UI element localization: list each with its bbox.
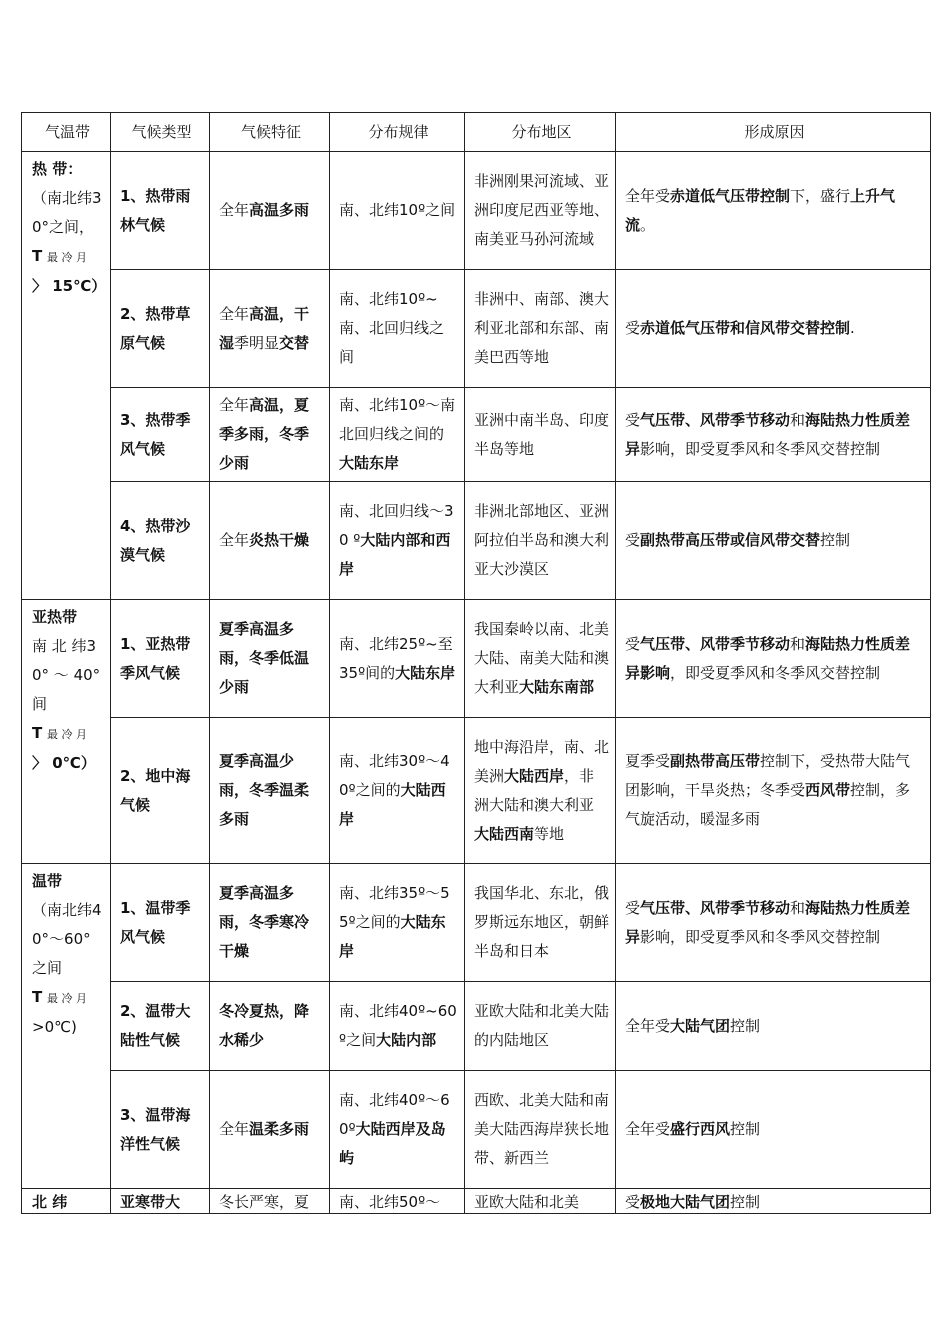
formation-cause [616,718,931,864]
bold-text: 夏季高温多雨，冬季低温少雨 [219,620,310,696]
formation-cause [616,600,931,718]
zone-temp-condition: 〉 0℃） [32,754,96,772]
bold-text: 上升气流 [625,186,896,234]
text-span: 受 [625,410,641,429]
distribution-rule [330,600,465,718]
header-cell: 气候类型 [111,113,210,152]
table-row [22,718,931,864]
climate-feature [210,270,330,388]
bold-text: 大陆内部 [376,1031,437,1049]
bold-text: 大陆东岸 [339,454,400,472]
table-row [22,482,931,600]
formation-cause [616,482,931,600]
distribution-rule [330,1189,465,1214]
bold-text: 大陆东岸 [395,663,456,682]
bold-text: 气压带、风带季节移动 [640,410,791,429]
text-span: 亚欧大陆和北美 [474,1193,580,1211]
distribution-rule [330,270,465,388]
climate-feature [210,482,330,600]
text-span: 全年 [219,1120,250,1138]
bold-text: 夏季高温多雨，冬季寒冷干燥 [219,884,310,960]
climate-feature [210,388,330,482]
formation-cause [616,388,931,482]
distribution-area [465,982,616,1071]
climate-table [21,112,931,1214]
text-span: 南、北纬10º～南北回归线之间的 [339,396,456,443]
bold-text: 大陆西岸及岛屿 [339,1120,446,1167]
zone-temp-condition: >0℃) [32,1018,77,1036]
distribution-rule [330,982,465,1071]
header-cell: 分布规律 [330,113,465,152]
table-row [22,600,931,718]
bold-text: 大陆西南 [474,824,535,843]
text-span: 受 [625,1193,641,1211]
climate-type: 4、热带沙漠气候 [111,482,210,600]
bold-text: 高温，干湿 [219,304,310,352]
header-row [22,113,931,152]
text-span: 控制，多气旋活动，暖湿多雨 [625,781,911,828]
bold-text: 极地大陆气团 [640,1193,731,1211]
bold-text: 高温，夏季多雨，冬季少雨 [219,396,310,472]
text-span: 季明显 [234,333,280,352]
zone-name: 亚热带 [32,608,78,626]
text-span: 全年受 [625,186,671,205]
text-span: 受 [625,531,641,549]
bold-text: 海陆热力性质差异 [625,898,911,946]
bold-text: 大陆东岸 [339,913,446,960]
distribution-area [465,152,616,270]
zone-range: （南北纬40°～60°之间 [32,901,102,977]
distribution-area [465,1189,616,1214]
zone-temp-sub: 最 冷 月 [47,992,88,1005]
zone-name: 北 纬 [32,1193,68,1211]
table-row [22,1189,931,1214]
text-span: 控制 [730,1120,761,1138]
bold-text: 大陆内部和西岸 [339,531,451,578]
text-span: 受 [625,898,641,917]
bold-text: 海陆热力性质差异 [625,410,911,458]
text-span: 南、北纬25º~至35º间的 [339,634,453,682]
formation-cause [616,1071,931,1189]
climate-type: 亚寒带大 [111,1189,210,1214]
bold-text: 夏季高温少雨，冬季温柔多雨 [219,752,310,828]
bold-text: 大陆气团 [670,1016,731,1035]
header-cell: 分布地区 [465,113,616,152]
text-span: 夏季受 [625,752,671,770]
bold-text: 大陆西岸 [504,766,565,785]
text-span: 全年 [219,201,250,219]
distribution-rule [330,1071,465,1189]
text-span: ，非洲大陆和澳大利亚 [474,766,595,814]
climate-feature [210,600,330,718]
bold-text: 大陆西岸 [339,781,446,828]
climate-feature [210,718,330,864]
text-span: 我国华北、东北，俄罗斯远东地区，朝鲜半岛和日本 [474,884,610,960]
zone-temp-sub: 最 冷 月 [47,728,88,741]
zone-temp-symbol: T [32,724,43,742]
climate-feature [210,982,330,1071]
text-span: 全年 [219,304,250,323]
bold-text: 海陆热力性质差异影响 [625,634,911,682]
zone-cell-north [22,1189,111,1214]
text-span: 控制 [820,531,851,549]
text-span: 非洲中、南部、澳大利亚北部和东部、南美巴西等地 [474,290,610,366]
text-span: 南、北纬10º之间 [339,201,456,219]
zone-temp-symbol: T [32,247,43,265]
header-cell: 形成原因 [616,113,931,152]
climate-type: 3、热带季风气候 [111,388,210,482]
climate-feature [210,152,330,270]
climate-type: 2、温带大陆性气候 [111,982,210,1071]
climate-type: 1、热带雨林气候 [111,152,210,270]
bold-text: 气压带、风带季节移动 [640,634,791,653]
bold-text: 温柔多雨 [249,1120,310,1138]
bold-text: 西风带 [805,781,851,799]
text-span: 南、北纬10º~南、北回归线之间 [339,290,445,366]
distribution-rule [330,152,465,270]
text-span: 全年 [219,396,250,414]
distribution-area [465,270,616,388]
climate-type: 2、热带草原气候 [111,270,210,388]
text-span: 南、北纬35º～55º之间的 [339,884,450,931]
formation-cause [616,864,931,982]
text-span: 西欧、北美大陆和南美大陆西海岸狭长地带、新西兰 [474,1091,610,1167]
climate-feature [210,864,330,982]
table-row [22,1071,931,1189]
text-span: 南、北纬40º～60º [339,1091,450,1138]
formation-cause [616,270,931,388]
text-span: 影响，即受夏季风和冬季风交替控制 [640,927,881,946]
table-row [22,864,931,982]
text-span: 和 [790,410,806,429]
formation-cause [616,152,931,270]
climate-feature [210,1071,330,1189]
header-cell: 气候特征 [210,113,330,152]
table-row [22,388,931,482]
text-span: 亚洲中南半岛、印度半岛等地 [474,410,610,458]
distribution-area [465,1071,616,1189]
text-span: 南、北纬40º~60º之间 [339,1002,457,1049]
zone-name: 温带 [32,872,63,890]
zone-cell-tropical [22,152,111,600]
text-span: 非洲刚果河流域、亚洲印度尼西亚等地、南美亚马孙河流域 [474,172,610,248]
formation-cause [616,1189,931,1214]
bold-text: 副热带高压带 [670,752,761,770]
distribution-area [465,600,616,718]
climate-type: 3、温带海洋性气候 [111,1071,210,1189]
bold-text: 炎热干燥 [249,531,310,549]
climate-type: 2、地中海气候 [111,718,210,864]
text-span: 下，盛行 [790,186,851,205]
text-span: ，即受夏季风和冬季风交替控制 [670,663,881,682]
bold-text: 赤道低气压带控制 [670,186,791,205]
text-span: 控制 [730,1016,761,1035]
text-span: 我国秦岭以南、北美大陆、南美大陆和澳大利亚 [474,620,610,696]
formation-cause [616,982,931,1071]
text-span: 控制 [730,1193,761,1211]
text-span: 等地 [534,824,565,843]
distribution-rule [330,718,465,864]
zone-range: （南北纬30°之间， [32,189,102,236]
text-span: 地中海沿岸，南、北美洲 [474,737,610,785]
text-span: 。 [640,215,656,234]
zone-range: 南 北 纬30° ～ 40°间 [32,637,101,713]
zone-temp-sub: 最 冷 月 [47,251,88,264]
distribution-area [465,482,616,600]
climate-type: 1、温带季风气候 [111,864,210,982]
distribution-rule [330,482,465,600]
climate-type: 1、亚热带季风气候 [111,600,210,718]
zone-name: 热 带： [32,160,83,178]
text-span: 和 [790,898,806,917]
zone-temp-symbol: T [32,988,43,1006]
table-row [22,152,931,270]
text-span: 受 [625,634,641,653]
bold-text: 盛行西风 [670,1120,731,1138]
zone-cell-temperate [22,864,111,1189]
text-span: 南、北纬30º～40º之间的 [339,752,450,799]
text-span: 控制下，受热带大陆气团影响，干旱炎热；冬季受 [625,752,911,799]
text-span: 南、北纬50º～ [339,1193,441,1211]
text-span: 影响，即受夏季风和冬季风交替控制 [640,439,881,458]
text-span: 非洲北部地区、亚洲阿拉伯半岛和澳大利亚大沙漠区 [474,502,610,578]
text-span: 全年受 [625,1120,671,1138]
table-row [22,982,931,1071]
bold-text: 副热带高压带或信风带交替 [640,531,821,549]
text-span: 亚欧大陆和北美大陆的内陆地区 [474,1002,610,1049]
distribution-area [465,718,616,864]
zone-temp-condition: 〉 15℃） [32,277,107,295]
climate-feature [210,1189,330,1214]
distribution-rule [330,864,465,982]
distribution-rule [330,388,465,482]
text-span: 全年 [219,531,250,549]
table-row [22,270,931,388]
bold-text: 交替 [279,333,310,352]
distribution-area [465,388,616,482]
text-span: 受 [625,319,641,337]
bold-text: 赤道低气压带和信风带交替控制 [640,319,851,337]
text-span: . [850,319,855,337]
header-cell: 气温带 [22,113,111,152]
text-span: 南、北回归线～30 º [339,502,454,549]
zone-cell-subtropical [22,600,111,864]
text-span: 和 [790,634,806,653]
bold-text: 冬冷夏热，降水稀少 [219,1002,310,1049]
bold-text: 高温多雨 [249,201,310,219]
bold-text: 气压带、风带季节移动 [640,898,791,917]
text-span: 全年受 [625,1016,671,1035]
text-span: 冬长严寒，夏 [219,1193,310,1211]
bold-text: 大陆东南部 [519,678,595,696]
distribution-area [465,864,616,982]
